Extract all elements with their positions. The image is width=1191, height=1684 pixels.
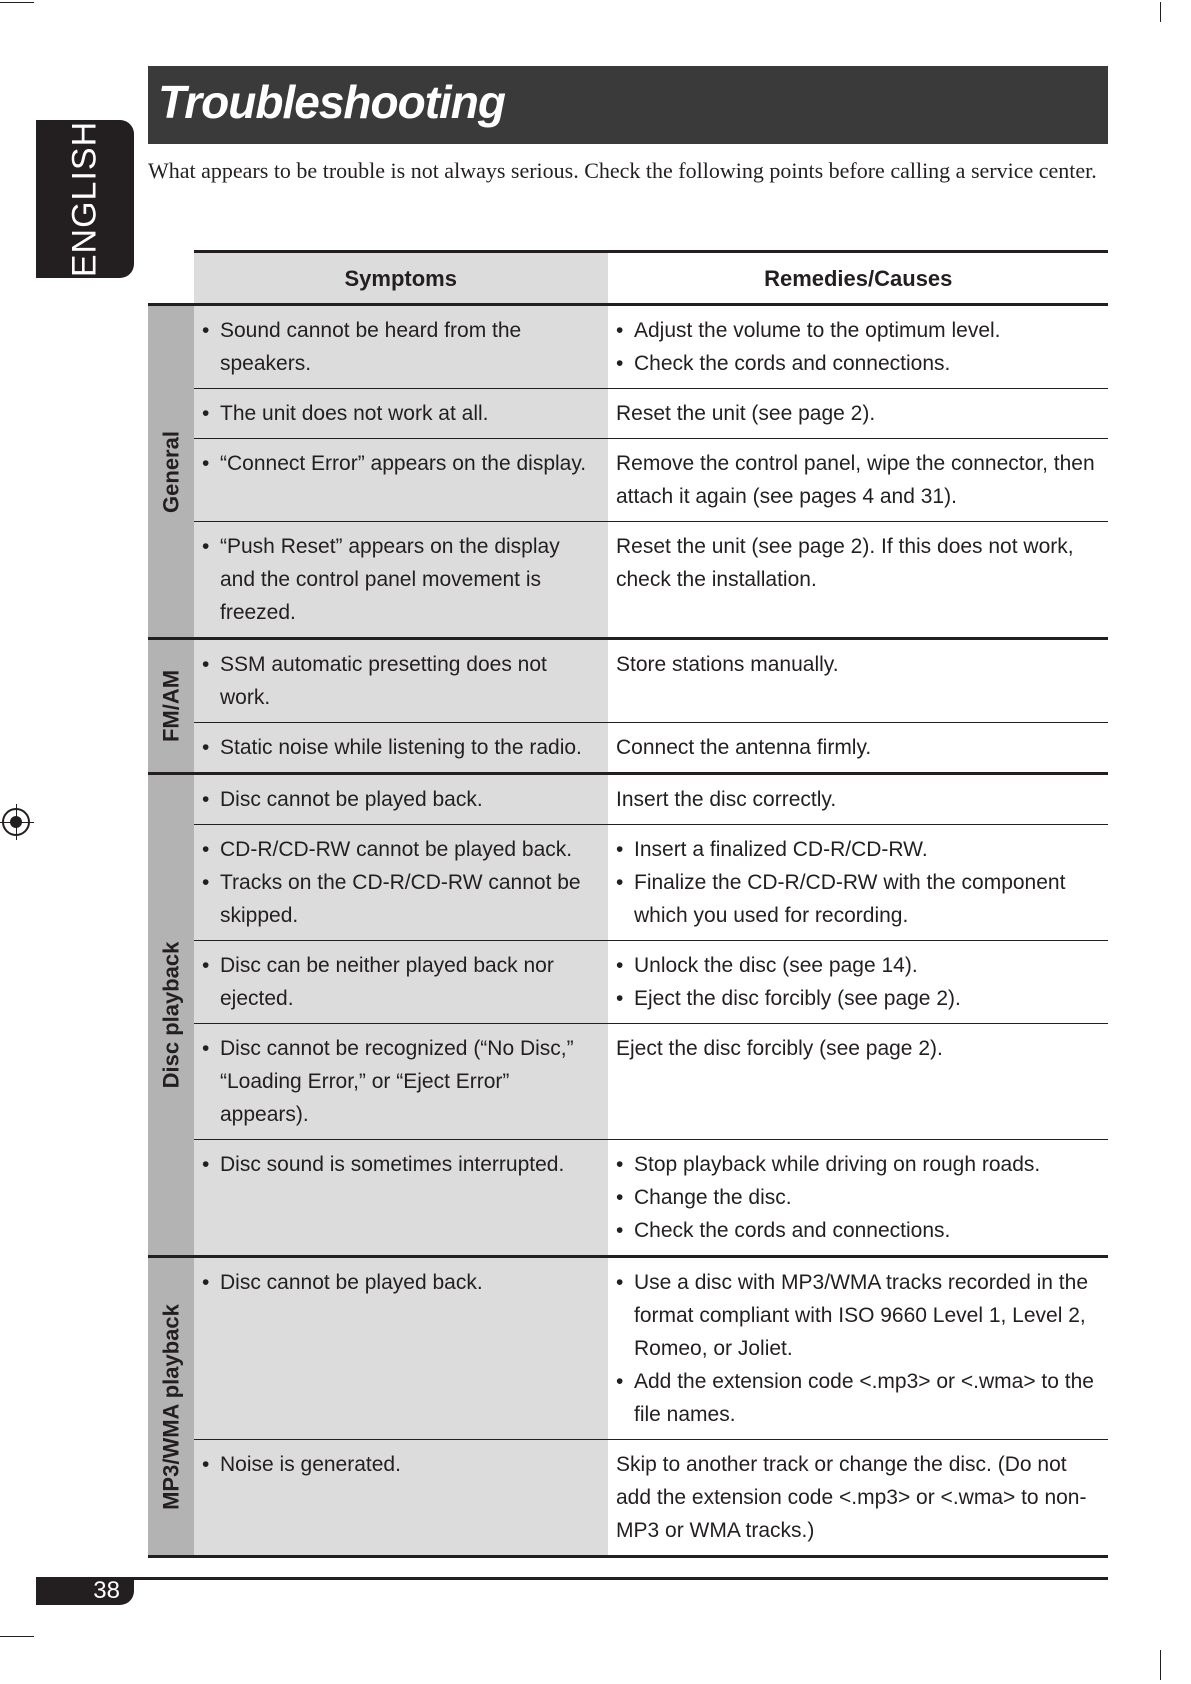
table-row xyxy=(148,1257,1108,1440)
table-row xyxy=(148,389,1108,439)
symptom-item: • Disc sound is sometimes interrupted. xyxy=(202,1148,600,1181)
remedy-item: • Unlock the disc (see page 14). xyxy=(616,949,1100,982)
page-title: Troubleshooting xyxy=(158,76,506,128)
table-header-row xyxy=(148,252,1108,305)
remedy-cell xyxy=(608,305,1108,389)
symptom-item: • Disc can be neither played back nor ejected. xyxy=(202,949,600,1015)
symptom-cell xyxy=(194,1140,608,1257)
symptom-cell xyxy=(194,774,608,825)
remedy-cell xyxy=(608,941,1108,1024)
symptom-cell xyxy=(194,389,608,439)
table-row xyxy=(148,1440,1108,1557)
remedy-item: • Adjust the volume to the optimum level. xyxy=(616,314,1100,347)
symptom-item: • CD-R/CD-RW cannot be played back. xyxy=(202,833,600,866)
symptom-item: • Sound cannot be heard from the speakers. xyxy=(202,314,600,380)
category-label: General xyxy=(158,430,184,513)
language-tab-label: ENGLISH xyxy=(65,120,104,278)
remedy-item: • Stop playback while driving on rough roads. xyxy=(616,1148,1100,1181)
symptom-cell xyxy=(194,1440,608,1557)
remedy-text: Store stations manually. xyxy=(616,653,839,676)
remedy-item: • Insert a finalized CD-R/CD-RW. xyxy=(616,833,1100,866)
remedy-cell xyxy=(608,639,1108,723)
table-row xyxy=(148,825,1108,941)
symptom-cell xyxy=(194,639,608,723)
remedy-text: Remove the control panel, wipe the connector, then attach it again (see pages 4 and 31). xyxy=(616,452,1095,508)
table-row xyxy=(148,439,1108,522)
symptom-item: • “Connect Error” appears on the display. xyxy=(202,447,600,480)
registration-mark-icon xyxy=(2,808,30,836)
remedy-cell xyxy=(608,774,1108,825)
remedy-item: • Change the disc. xyxy=(616,1181,1100,1214)
remedy-text: Skip to another track or change the disc. (Do not add the extension code <.mp3> or <.wma> to non-MP3 or WMA tracks.) xyxy=(616,1453,1087,1542)
table-row xyxy=(148,941,1108,1024)
remedy-cell xyxy=(608,1024,1108,1140)
footer-rule xyxy=(36,1577,1108,1580)
page-number: 38 xyxy=(93,1577,120,1604)
page-number-tab xyxy=(36,1579,134,1605)
remedy-text: Connect the antenna firmly. xyxy=(616,736,872,759)
category-cell xyxy=(148,639,194,774)
symptom-item: • Disc cannot be played back. xyxy=(202,783,600,816)
remedy-item: • Check the cords and connections. xyxy=(616,347,1100,380)
table-row xyxy=(148,723,1108,774)
troubleshooting-table xyxy=(148,250,1108,1558)
category-cell xyxy=(148,305,194,639)
title-bar xyxy=(148,66,1108,144)
table-row xyxy=(148,774,1108,825)
header-corner xyxy=(148,252,194,305)
symptom-item: • Tracks on the CD-R/CD-RW cannot be skipped. xyxy=(202,866,600,932)
header-symptoms: Symptoms xyxy=(194,252,608,305)
category-cell xyxy=(148,774,194,1257)
category-cell xyxy=(148,1257,194,1557)
remedy-item: • Eject the disc forcibly (see page 2). xyxy=(616,982,1100,1015)
symptom-item: • Disc cannot be played back. xyxy=(202,1266,600,1299)
remedy-cell xyxy=(608,1440,1108,1557)
symptom-item: • SSM automatic presetting does not work. xyxy=(202,648,600,714)
remedy-item: • Finalize the CD-R/CD-RW with the component which you used for recording. xyxy=(616,866,1100,932)
remedy-cell xyxy=(608,522,1108,639)
intro-text: What appears to be trouble is not always serious. Check the following points before calling a service center. xyxy=(148,158,1097,183)
category-label: MP3/WMA playback xyxy=(158,1303,184,1510)
remedy-text: Reset the unit (see page 2). If this does not work, check the installation. xyxy=(616,535,1074,591)
symptom-cell xyxy=(194,305,608,389)
symptom-item: • Static noise while listening to the radio. xyxy=(202,731,600,764)
remedy-text: Eject the disc forcibly (see page 2). xyxy=(616,1037,943,1060)
crop-mark xyxy=(0,1636,34,1637)
symptom-cell xyxy=(194,941,608,1024)
table-row xyxy=(148,1140,1108,1257)
header-remedies: Remedies/Causes xyxy=(608,252,1108,305)
symptom-item: • Disc cannot be recognized (“No Disc,” “Loading Error,” or “Eject Error” appears). xyxy=(202,1032,600,1131)
remedy-cell xyxy=(608,439,1108,522)
crop-mark xyxy=(1160,2,1161,22)
symptom-cell xyxy=(194,825,608,941)
symptom-item: • The unit does not work at all. xyxy=(202,397,600,430)
category-label: FM/AM xyxy=(158,669,184,743)
remedy-item: • Check the cords and connections. xyxy=(616,1214,1100,1247)
symptom-cell xyxy=(194,439,608,522)
table-row xyxy=(148,1024,1108,1140)
symptom-cell xyxy=(194,723,608,774)
language-tab xyxy=(36,120,134,278)
remedy-cell xyxy=(608,389,1108,439)
remedy-text: Insert the disc correctly. xyxy=(616,788,837,811)
remedy-item: • Add the extension code <.mp3> or <.wma> to the file names. xyxy=(616,1365,1100,1431)
symptom-item: • “Push Reset” appears on the display and the control panel movement is freezed. xyxy=(202,530,600,629)
symptom-cell xyxy=(194,1024,608,1140)
table-row xyxy=(148,305,1108,389)
category-label: Disc playback xyxy=(158,941,184,1089)
symptom-item: • Noise is generated. xyxy=(202,1448,600,1481)
remedy-cell xyxy=(608,723,1108,774)
remedy-item: • Use a disc with MP3/WMA tracks recorded in the format compliant with ISO 9660 Level 1, Level 2, Romeo, or Joliet. xyxy=(616,1266,1100,1365)
symptom-cell xyxy=(194,1257,608,1440)
crop-mark xyxy=(1160,1650,1161,1680)
table-row xyxy=(148,639,1108,723)
crop-mark xyxy=(0,2,34,3)
table-row xyxy=(148,522,1108,639)
remedy-text: Reset the unit (see page 2). xyxy=(616,402,876,425)
symptom-cell xyxy=(194,522,608,639)
remedy-cell xyxy=(608,825,1108,941)
remedy-cell xyxy=(608,1140,1108,1257)
remedy-cell xyxy=(608,1257,1108,1440)
